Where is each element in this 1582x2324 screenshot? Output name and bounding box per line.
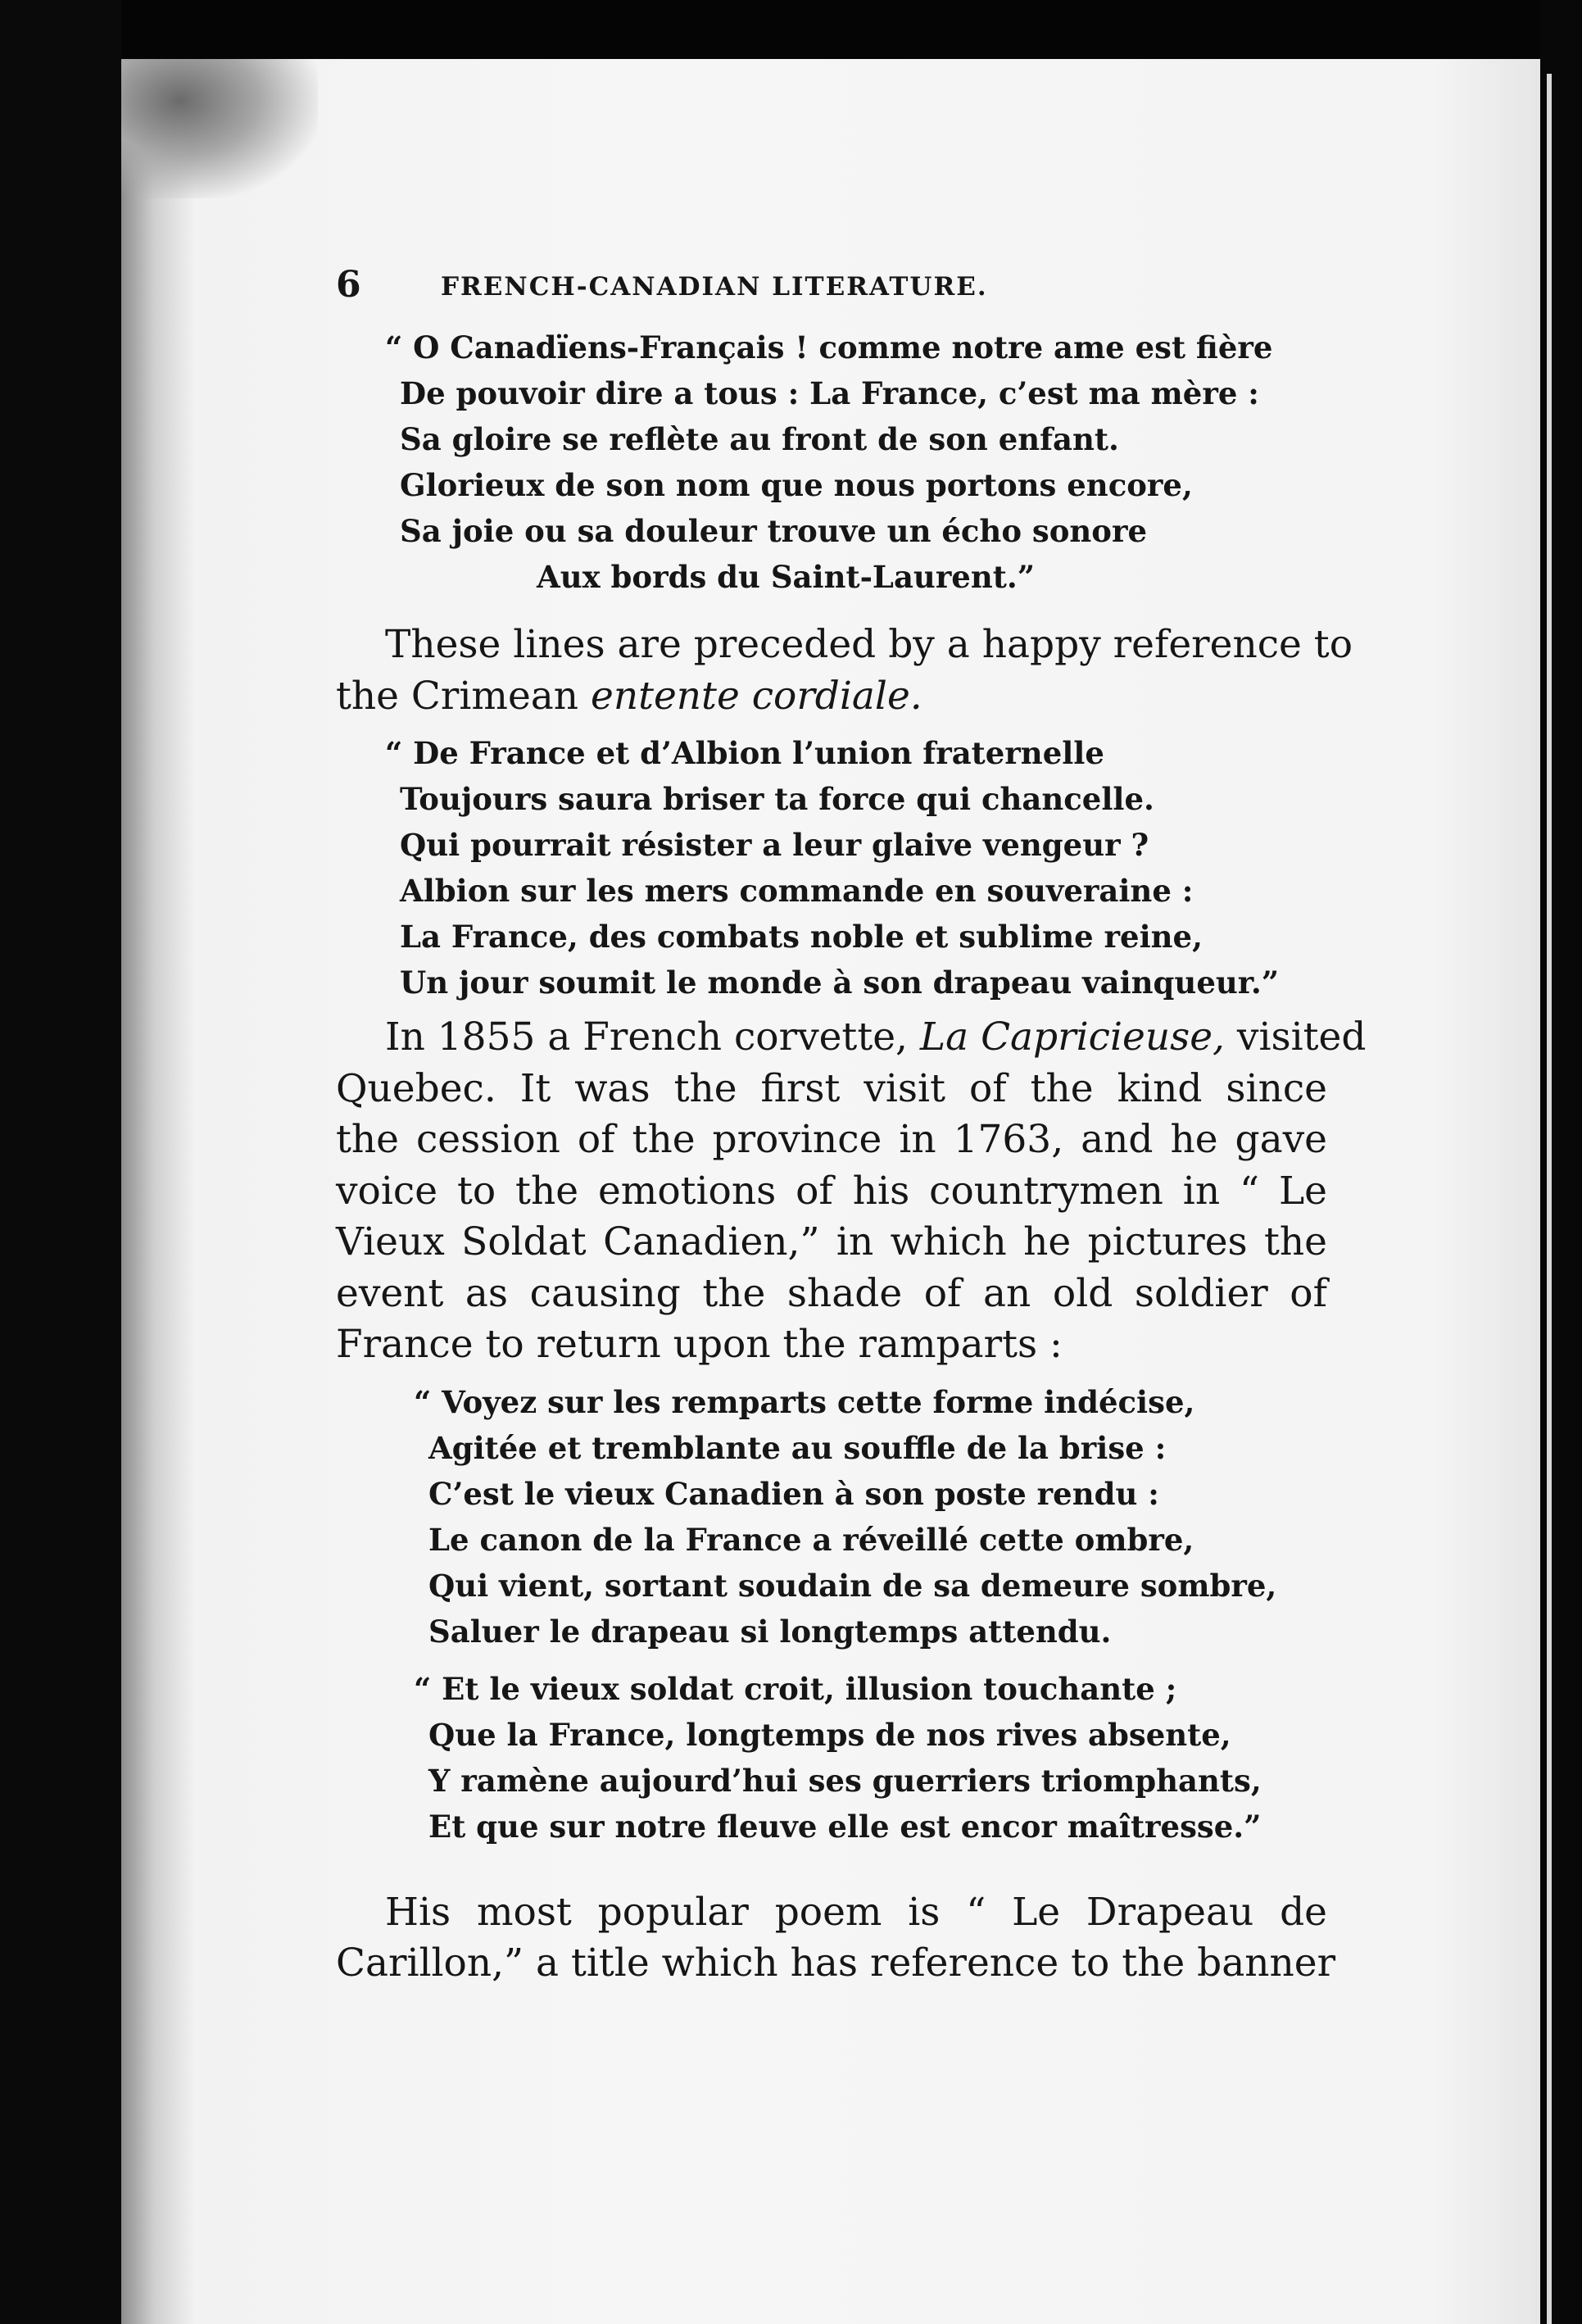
verse-line: Albion sur les mers commande en souveraine :	[400, 873, 1194, 909]
paragraph-line: Quebec. It was the first visit of the kind since	[336, 1065, 1327, 1111]
paragraph-line	[336, 1012, 1367, 1064]
italic-ship-name: La Capricieuse,	[919, 1014, 1225, 1060]
paragraph-1	[336, 620, 1353, 722]
page-corner-shadow	[121, 59, 318, 198]
verse-line: Sa joie ou sa douleur trouve un écho sonore	[400, 513, 1148, 549]
paragraph-line: These lines are preceded by a happy reference to	[385, 622, 1353, 667]
paragraph-line: voice to the emotions of his countrymen in “ Le	[336, 1168, 1327, 1214]
paragraph-line: France to return upon the ramparts :	[336, 1322, 1063, 1367]
paragraph-text: the Crimean	[336, 673, 591, 719]
verse-line: Saluer le drapeau si longtemps attendu.	[428, 1613, 1112, 1650]
verse-line: “ Et le vieux soldat croit, illusion touchante ;	[414, 1670, 1177, 1707]
paragraph-text: In 1855 a French corvette,	[385, 1014, 920, 1060]
verse-block-2	[336, 730, 1327, 1005]
verse-line: “ De France et d’Albion l’union fraternelle	[385, 735, 1104, 771]
verse-line: “ Voyez sur les remparts cette forme indécise,	[414, 1383, 1195, 1420]
page-content	[336, 325, 1367, 1990]
verse-line: Qui vient, sortant soudain de sa demeure sombre,	[428, 1567, 1277, 1604]
verse-block-4	[336, 1666, 1327, 1850]
paragraph-line: event as causing the shade of an old soldier of	[336, 1270, 1327, 1316]
adjacent-page-edge	[1547, 74, 1552, 2324]
running-head: FRENCH-CANADIAN LITERATURE.	[441, 272, 988, 302]
verse-line: Et que sur notre fleuve elle est encor maîtresse.”	[428, 1808, 1262, 1845]
verse-line: Que la France, longtemps de nos rives absente,	[428, 1716, 1231, 1753]
verse-line: Qui pourrait résister a leur glaive vengeur ?	[400, 827, 1149, 863]
paragraph-line: His most popular poem is “ Le Drapeau de	[385, 1889, 1327, 1935]
verse-block-3	[336, 1379, 1327, 1654]
verse-line: Le canon de la France a réveillé cette ombre,	[428, 1521, 1194, 1558]
verse-line: Y ramène aujourd’hui ses guerriers triomphants,	[428, 1762, 1262, 1799]
paragraph-line: Carillon,” a title which has reference to the banner	[336, 1940, 1336, 1986]
verse-line: Sa gloire se reflète au front de son enfant.	[400, 421, 1119, 457]
paragraph-line	[336, 671, 1327, 723]
scan-border-top	[0, 0, 1582, 59]
page-number: 6	[336, 264, 361, 306]
paragraph-text: visited	[1224, 1014, 1367, 1060]
verse-line: C’est le vieux Canadien à son poste rendu :	[428, 1475, 1159, 1512]
scan-border-left	[0, 0, 121, 2324]
verse-line: Glorieux de son nom que nous portons encore,	[400, 467, 1193, 503]
verse-line: De pouvoir dire a tous : La France, c’est ma mère :	[400, 375, 1259, 411]
paragraph-line: Vieux Soldat Canadien,” in which he pictures the	[336, 1219, 1327, 1264]
paragraph-3	[336, 1887, 1336, 1990]
verse-line: “ O Canadïens-Français ! comme notre ame est fière	[385, 329, 1273, 365]
verse-line: Aux bords du Saint-Laurent.”	[537, 559, 1036, 595]
paragraph-2	[336, 1012, 1367, 1371]
verse-line: Un jour soumit le monde à son drapeau vainqueur.”	[400, 965, 1280, 1001]
verse-line: Toujours saura briser ta force qui chancelle.	[400, 781, 1154, 817]
paragraph-line: the cession of the province in 1763, and he gave	[336, 1117, 1327, 1162]
italic-phrase: entente cordiale.	[591, 673, 922, 719]
verse-line: La France, des combats noble et sublime reine,	[400, 919, 1203, 955]
verse-block-1	[336, 325, 1327, 600]
verse-line: Agitée et tremblante au souffle de la brise :	[428, 1429, 1167, 1466]
page-header	[336, 261, 1139, 310]
